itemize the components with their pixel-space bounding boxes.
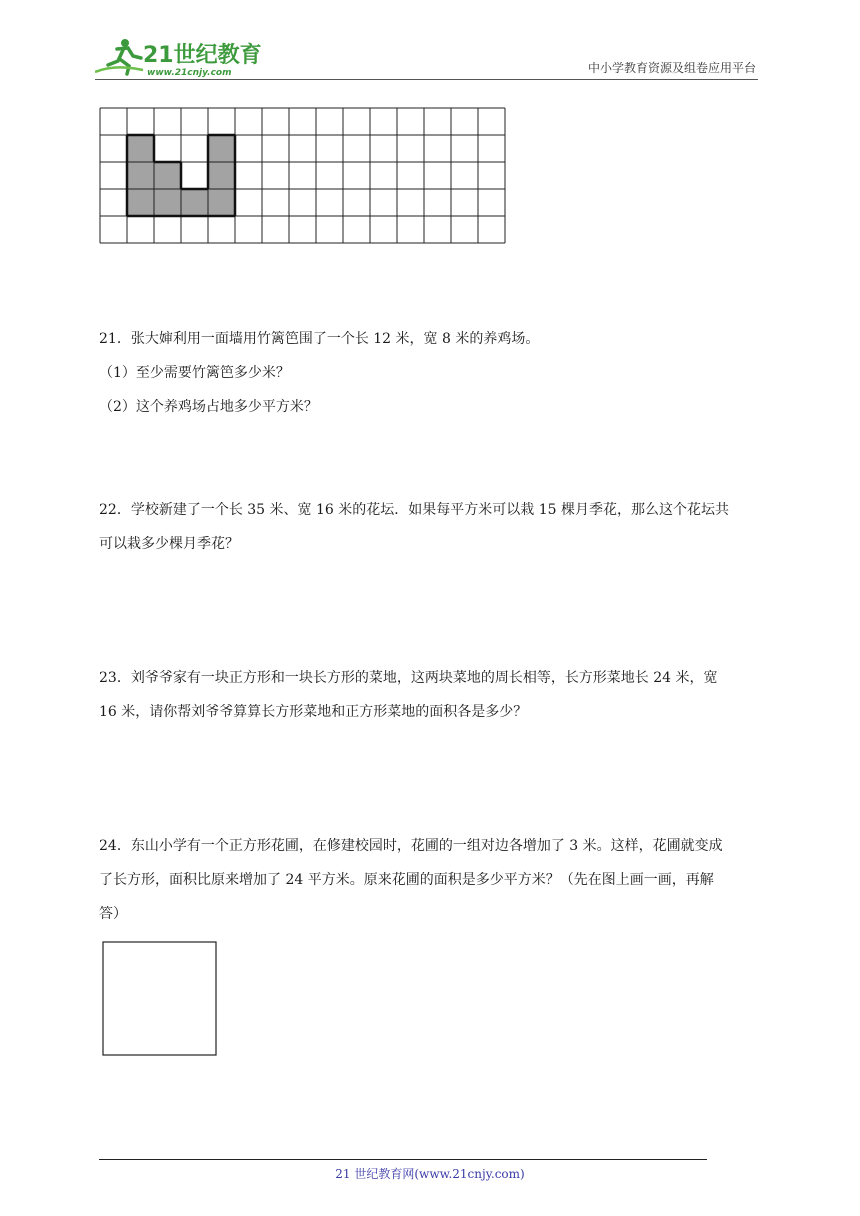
square-flowerbed-shape <box>102 941 218 1057</box>
shaded-cell <box>208 162 235 189</box>
question-23-line-1: 23．刘爷爷家有一块正方形和一块长方形的菜地，这两块菜地的周长相等，长方形菜地长 24 米，宽 <box>99 670 718 686</box>
question-24-line-3: 答） <box>99 906 127 922</box>
square-figure <box>102 941 218 1061</box>
footer-rule <box>99 1159 707 1160</box>
shaded-cell <box>154 162 181 189</box>
shaded-cell <box>127 189 154 216</box>
shaded-cell <box>127 162 154 189</box>
question-21-part-1: （1）至少需要竹篱笆多少米？ <box>99 365 290 381</box>
question-23-line-2: 16 米，请你帮刘爷爷算算长方形菜地和正方形菜地的面积各是多少？ <box>99 704 528 720</box>
logo-url: www.21cnjy.com <box>147 68 232 78</box>
runner-logo-icon <box>95 34 265 80</box>
question-24-line-1: 24．东山小学有一个正方形花圃，在修建校园时，花圃的一组对边各增加了 3 米。这样，花圃就变成 <box>99 838 723 854</box>
question-21-part-2: （2）这个养鸡场占地多少平方米？ <box>99 399 318 415</box>
logo-title: 21世纪教育 <box>143 43 262 68</box>
question-22 <box>99 493 759 561</box>
header-rule <box>95 79 758 80</box>
grid-svg <box>99 107 507 245</box>
shaded-cell <box>127 135 154 162</box>
grid-figure <box>99 107 507 249</box>
shaded-cell <box>208 189 235 216</box>
question-22-line-1: 22．学校新建了一个长 35 米、宽 16 米的花坛．如果每平方米可以栽 15 棵月季花，那么这个花坛共 <box>99 502 729 518</box>
question-23 <box>99 661 759 729</box>
question-21-stem: 21．张大婶利用一面墙用竹篱笆围了一个长 12 米，宽 8 米的养鸡场。 <box>99 331 540 347</box>
platform-name: 中小学教育资源及组卷应用平台 <box>587 61 756 75</box>
page-header <box>95 34 758 80</box>
shaded-cell <box>181 189 208 216</box>
footer-text: 21 世纪教育网(www.21cnjy.com) <box>335 1167 525 1181</box>
site-logo <box>95 34 265 80</box>
shaded-cell <box>208 135 235 162</box>
question-24-line-2: 了长方形，面积比原来增加了 24 平方米。原来花圃的面积是多少平方米？（先在图上画一画，再解 <box>99 872 714 888</box>
shaded-cell <box>154 189 181 216</box>
question-24 <box>99 829 759 931</box>
question-22-line-2: 可以栽多少棵月季花？ <box>99 536 239 552</box>
question-21 <box>99 322 759 424</box>
